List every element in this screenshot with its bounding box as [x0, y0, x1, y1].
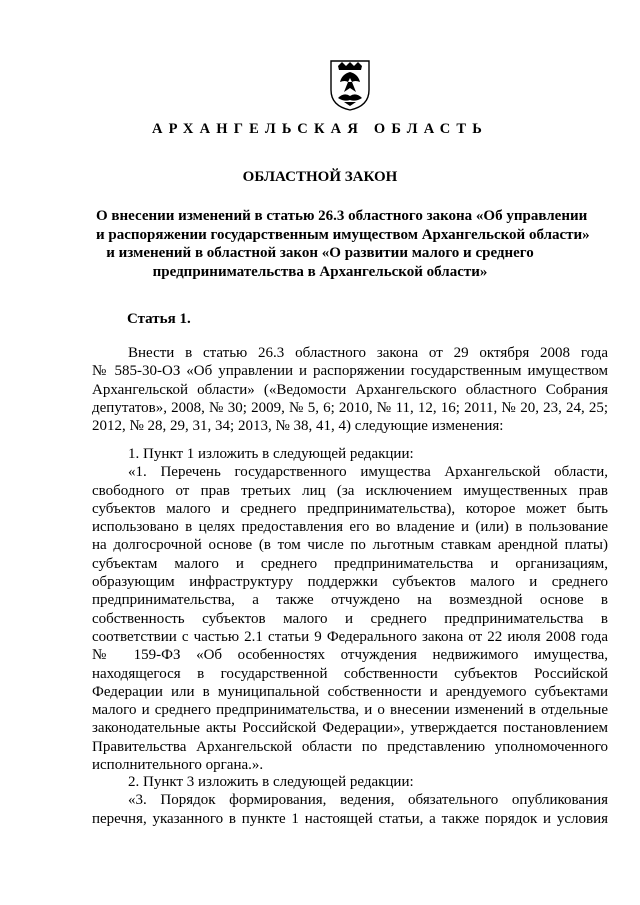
text-line: собственность субъектов малого и среднего предпринимательства в	[92, 610, 608, 627]
item-heading: 1. Пункт 1 изложить в следующей редакции:	[128, 446, 414, 462]
text-line: законодательные акты Российской Федерации», утверждается постановлением	[92, 720, 608, 737]
text-line: Архангельской области» («Ведомости Архангельского областного Собрания	[92, 381, 608, 398]
text-line: 2012, № 28, 29, 31, 34; 2013, № 38, 41, 4) следующие изменения:	[92, 418, 504, 435]
text-line: субъектам малого и среднего предпринимательства и организациям,	[92, 555, 608, 572]
text-line: Правительства Архангельской области по представлению уполномоченного	[92, 738, 608, 755]
text-line: находящегося в государственной собственности субъектов Российской	[92, 665, 608, 682]
text-line: субъектов малого и среднего предпринимательства), которое может быть	[92, 500, 608, 517]
title-line: и распоряжении государственным имуществом Архангельской области»	[96, 226, 590, 243]
document-type: ОБЛАСТНОЙ ЗАКОН	[242, 169, 398, 185]
text-line: использовано в целях предоставления его во владение и (или) в пользование	[92, 519, 608, 536]
text-line: исполнительного органа.».	[92, 757, 264, 774]
title-line: предпринимательства в Архангельской области»	[152, 263, 488, 280]
intro-paragraph	[92, 344, 608, 435]
text-line: предпринимательства, а также отчуждено на возмездной основе в	[92, 592, 608, 609]
text-line: № 585-30-ОЗ «Об управлении и распоряжении государственным имуществом	[92, 363, 608, 380]
article-heading: Статья 1.	[127, 311, 191, 327]
text-line: соответствии с частью 2.1 статьи 9 Федерального закона от 22 июля 2008 года	[92, 628, 608, 645]
region-name: АРХАНГЕЛЬСКАЯ ОБЛАСТЬ	[151, 121, 489, 137]
item-1	[92, 445, 608, 774]
item-heading: 2. Пункт 3 изложить в следующей редакции:	[128, 774, 414, 790]
text-line: малого и среднего предпринимательства, и о внесении изменений в отдельные	[92, 702, 608, 719]
coat-of-arms-icon	[328, 58, 372, 112]
title-line: О внесении изменений в статью 26.3 областного закона «Об управлении	[96, 208, 588, 224]
text-line: перечня, указанного в пункте 1 настоящей статьи, а также порядок и условия	[92, 810, 608, 827]
law-title	[96, 207, 590, 281]
title-line: и изменений в областной закон «О развитии малого и среднего	[106, 245, 534, 261]
text-line: Внести в статью 26.3 областного закона от 29 октября 2008 года	[128, 345, 608, 361]
item-2	[92, 773, 608, 828]
text-line: «3. Порядок формирования, ведения, обязательного опубликования	[128, 792, 608, 809]
text-line: «1. Перечень государственного имущества Архангельской области,	[128, 464, 608, 481]
text-line: № 159-ФЗ «Об особенностях отчуждения недвижимого имущества,	[92, 647, 608, 664]
text-line: образующим инфраструктуру поддержки субъектов малого и среднего	[92, 574, 608, 591]
text-line: депутатов», 2008, № 30; 2009, № 5, 6; 2010, № 11, 12, 16; 2011, № 20, 23, 24, 25;	[92, 399, 608, 416]
text-line: Федерации или в муниципальной собственности и арендуемого субъектами	[92, 683, 608, 700]
text-line: свободного от прав третьих лиц (за исключением имущественных прав	[92, 482, 608, 499]
text-line: на долгосрочной основе (в том числе по льготным ставкам арендной платы)	[92, 537, 608, 554]
